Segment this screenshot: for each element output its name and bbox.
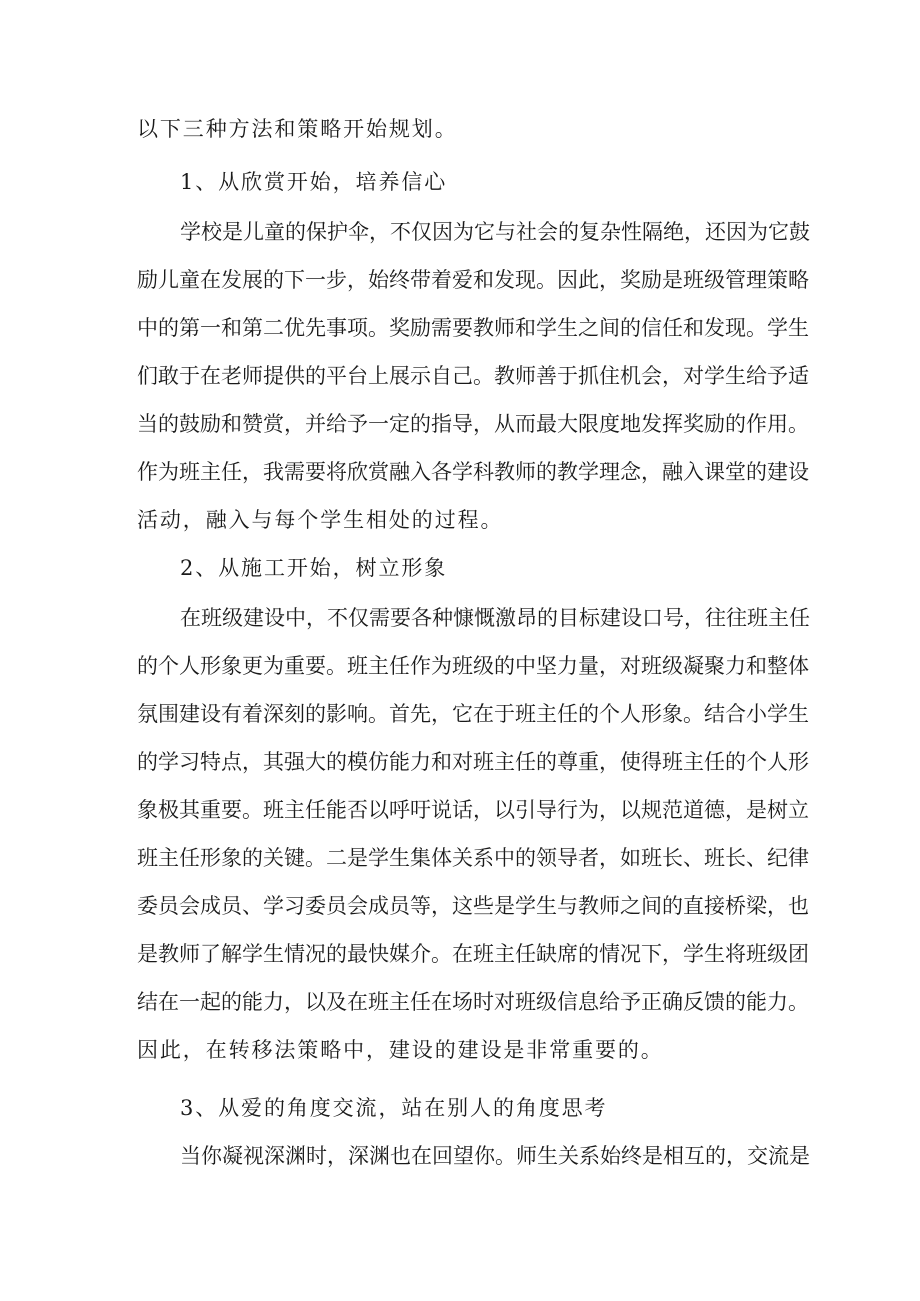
section-heading: 2、从施工开始，树立形象 — [180, 556, 448, 580]
paragraph-line: 作为班主任，我需要将欣赏融入各学科教师的教学理念，融入课堂的建设 — [137, 460, 809, 484]
text-line: 以下三种方法和策略开始规划。 — [137, 117, 458, 141]
section-heading: 1、从欣赏开始，培养信心 — [180, 170, 448, 194]
paragraph-line: 氛围建设有着深刻的影响。首先，它在于班主任的个人形象。结合小学生 — [137, 702, 809, 726]
paragraph-line: 的学习特点，其强大的模仿能力和对班主任的尊重，使得班主任的个人形 — [137, 750, 809, 774]
paragraph-line: 当的鼓励和赞赏，并给予一定的指导，从而最大限度地发挥奖励的作用。 — [137, 412, 809, 436]
paragraph-line: 结在一起的能力，以及在班主任在场时对班级信息给予正确反馈的能力。 — [137, 990, 809, 1014]
paragraph-line: 因此，在转移法策略中，建设的建设是非常重要的。 — [137, 1038, 664, 1062]
paragraph-line: 们敢于在老师提供的平台上展示自己。教师善于抓住机会，对学生给予适 — [137, 364, 809, 388]
paragraph-line: 的个人形象更为重要。班主任作为班级的中坚力量，对班级凝聚力和整体 — [137, 654, 809, 678]
paragraph-line: 活动，融入与每个学生相处的过程。 — [137, 508, 504, 532]
paragraph-line: 学校是儿童的保护伞，不仅因为它与社会的复杂性隔绝，还因为它鼓 — [180, 220, 810, 244]
section-heading: 3、从爱的角度交流，站在别人的角度思考 — [180, 1096, 608, 1120]
paragraph-line: 当你凝视深渊时，深渊也在回望你。师生关系始终是相互的，交流是 — [180, 1144, 810, 1168]
paragraph-line: 班主任形象的关键。二是学生集体关系中的领导者，如班长、班长、纪律 — [137, 846, 809, 870]
paragraph-line: 中的第一和第二优先事项。奖励需要教师和学生之间的信任和发现。学生 — [137, 316, 809, 340]
paragraph-line: 励儿童在发展的下一步，始终带着爱和发现。因此，奖励是班级管理策略 — [137, 268, 809, 292]
paragraph-line: 象极其重要。班主任能否以呼吁说话，以引导行为，以规范道德，是树立 — [137, 798, 809, 822]
paragraph-line: 委员会成员、学习委员会成员等，这些是学生与教师之间的直接桥梁，也 — [137, 894, 809, 918]
paragraph-line: 是教师了解学生情况的最快媒介。在班主任缺席的情况下，学生将班级团 — [137, 942, 809, 966]
paragraph-line: 在班级建设中，不仅需要各种慷慨激昂的目标建设口号，往往班主任 — [180, 606, 810, 630]
